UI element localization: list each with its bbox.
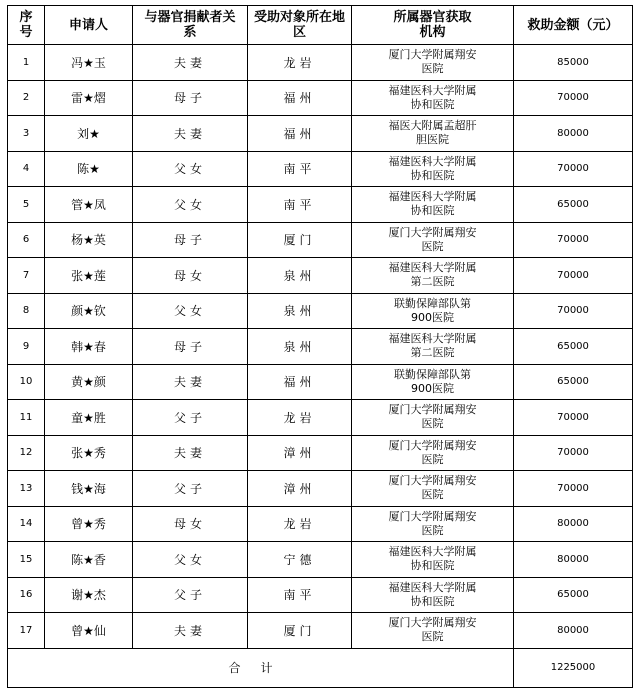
- cell-applicant: 管★凤: [45, 187, 133, 223]
- cell-relation: 父子: [133, 577, 248, 613]
- cell-org: 厦门大学附属翔安医院: [352, 506, 514, 542]
- cell-region: 泉州: [248, 329, 352, 365]
- table-row: [8, 364, 633, 400]
- header-no: 序号: [8, 6, 45, 45]
- cell-region: 福州: [248, 116, 352, 152]
- cell-org: 厦门大学附属翔安医院: [352, 435, 514, 471]
- header-region: 受助对象所在地区: [248, 6, 352, 45]
- relief-table: [7, 5, 633, 688]
- table-row: [8, 45, 633, 81]
- cell-region: 龙岩: [248, 506, 352, 542]
- cell-no: 16: [8, 577, 45, 613]
- cell-amount: 65000: [514, 329, 633, 365]
- cell-region: 南平: [248, 577, 352, 613]
- table-row: [8, 435, 633, 471]
- cell-amount: 65000: [514, 364, 633, 400]
- cell-region: 厦门: [248, 222, 352, 258]
- header-org: 所属器官获取机构: [352, 6, 514, 45]
- cell-org: 联勤保障部队第900医院: [352, 364, 514, 400]
- cell-no: 1: [8, 45, 45, 81]
- cell-relation: 夫妻: [133, 613, 248, 649]
- cell-applicant: 陈★香: [45, 542, 133, 578]
- cell-amount: 70000: [514, 258, 633, 294]
- table-row: [8, 80, 633, 116]
- table-row: [8, 613, 633, 649]
- cell-amount: 80000: [514, 613, 633, 649]
- cell-amount: 65000: [514, 187, 633, 223]
- table-row: [8, 542, 633, 578]
- cell-amount: 70000: [514, 80, 633, 116]
- cell-region: 龙岩: [248, 45, 352, 81]
- header-row: [8, 6, 633, 45]
- cell-amount: 85000: [514, 45, 633, 81]
- cell-amount: 70000: [514, 435, 633, 471]
- cell-amount: 70000: [514, 400, 633, 436]
- cell-relation: 父子: [133, 471, 248, 507]
- cell-region: 漳州: [248, 471, 352, 507]
- cell-no: 14: [8, 506, 45, 542]
- cell-relation: 父子: [133, 400, 248, 436]
- cell-org: 厦门大学附属翔安医院: [352, 613, 514, 649]
- table-row: [8, 293, 633, 329]
- total-label: 合计: [8, 648, 514, 687]
- cell-applicant: 刘★: [45, 116, 133, 152]
- cell-relation: 父女: [133, 151, 248, 187]
- cell-relation: 夫妻: [133, 364, 248, 400]
- cell-amount: 80000: [514, 116, 633, 152]
- cell-org: 厦门大学附属翔安医院: [352, 400, 514, 436]
- cell-relation: 父女: [133, 542, 248, 578]
- total-row: [8, 648, 633, 687]
- table-body: [8, 45, 633, 649]
- table-row: [8, 471, 633, 507]
- cell-org: 厦门大学附属翔安医院: [352, 45, 514, 81]
- cell-applicant: 雷★熠: [45, 80, 133, 116]
- header-relation: 与器官捐献者关系: [133, 6, 248, 45]
- cell-org: 福建医科大学附属协和医院: [352, 80, 514, 116]
- cell-no: 17: [8, 613, 45, 649]
- cell-no: 9: [8, 329, 45, 365]
- cell-org: 厦门大学附属翔安医院: [352, 471, 514, 507]
- cell-relation: 夫妻: [133, 116, 248, 152]
- cell-region: 宁德: [248, 542, 352, 578]
- cell-region: 泉州: [248, 293, 352, 329]
- cell-no: 10: [8, 364, 45, 400]
- cell-org: 联勤保障部队第900医院: [352, 293, 514, 329]
- cell-region: 福州: [248, 80, 352, 116]
- cell-no: 11: [8, 400, 45, 436]
- cell-applicant: 杨★英: [45, 222, 133, 258]
- cell-applicant: 颜★钦: [45, 293, 133, 329]
- cell-amount: 65000: [514, 577, 633, 613]
- cell-no: 12: [8, 435, 45, 471]
- cell-org: 福建医科大学附属协和医院: [352, 187, 514, 223]
- table-row: [8, 151, 633, 187]
- cell-amount: 70000: [514, 222, 633, 258]
- cell-amount: 70000: [514, 471, 633, 507]
- table-row: [8, 577, 633, 613]
- total-amount: 1225000: [514, 648, 633, 687]
- cell-org: 福建医科大学附属协和医院: [352, 577, 514, 613]
- cell-applicant: 陈★: [45, 151, 133, 187]
- cell-amount: 80000: [514, 542, 633, 578]
- cell-org: 厦门大学附属翔安医院: [352, 222, 514, 258]
- cell-amount: 70000: [514, 293, 633, 329]
- cell-applicant: 黄★颜: [45, 364, 133, 400]
- cell-no: 2: [8, 80, 45, 116]
- cell-applicant: 曾★仙: [45, 613, 133, 649]
- cell-relation: 母子: [133, 222, 248, 258]
- table-row: [8, 329, 633, 365]
- cell-org: 福建医科大学附属协和医院: [352, 542, 514, 578]
- header-amount: 救助金额（元）: [514, 6, 633, 45]
- cell-region: 泉州: [248, 258, 352, 294]
- cell-relation: 父女: [133, 293, 248, 329]
- cell-relation: 母子: [133, 80, 248, 116]
- cell-relation: 母子: [133, 329, 248, 365]
- table-row: [8, 116, 633, 152]
- cell-no: 13: [8, 471, 45, 507]
- cell-applicant: 张★莲: [45, 258, 133, 294]
- cell-org: 福医大附属孟超肝胆医院: [352, 116, 514, 152]
- relief-table-sheet: [7, 5, 633, 688]
- table-row: [8, 506, 633, 542]
- cell-applicant: 钱★海: [45, 471, 133, 507]
- cell-region: 福州: [248, 364, 352, 400]
- cell-no: 3: [8, 116, 45, 152]
- cell-applicant: 谢★杰: [45, 577, 133, 613]
- table-row: [8, 187, 633, 223]
- cell-region: 南平: [248, 187, 352, 223]
- cell-region: 南平: [248, 151, 352, 187]
- cell-amount: 70000: [514, 151, 633, 187]
- cell-applicant: 童★胜: [45, 400, 133, 436]
- cell-applicant: 韩★春: [45, 329, 133, 365]
- table-row: [8, 222, 633, 258]
- cell-applicant: 张★秀: [45, 435, 133, 471]
- cell-no: 7: [8, 258, 45, 294]
- cell-no: 15: [8, 542, 45, 578]
- cell-no: 6: [8, 222, 45, 258]
- cell-org: 福建医科大学附属第二医院: [352, 329, 514, 365]
- table-row: [8, 258, 633, 294]
- cell-no: 8: [8, 293, 45, 329]
- cell-amount: 80000: [514, 506, 633, 542]
- cell-region: 龙岩: [248, 400, 352, 436]
- header-applicant: 申请人: [45, 6, 133, 45]
- cell-relation: 夫妻: [133, 45, 248, 81]
- cell-relation: 父女: [133, 187, 248, 223]
- cell-org: 福建医科大学附属协和医院: [352, 151, 514, 187]
- cell-applicant: 曾★秀: [45, 506, 133, 542]
- cell-relation: 母女: [133, 258, 248, 294]
- cell-relation: 夫妻: [133, 435, 248, 471]
- cell-no: 4: [8, 151, 45, 187]
- cell-applicant: 冯★玉: [45, 45, 133, 81]
- cell-no: 5: [8, 187, 45, 223]
- table-row: [8, 400, 633, 436]
- cell-region: 厦门: [248, 613, 352, 649]
- cell-relation: 母女: [133, 506, 248, 542]
- cell-region: 漳州: [248, 435, 352, 471]
- cell-org: 福建医科大学附属第二医院: [352, 258, 514, 294]
